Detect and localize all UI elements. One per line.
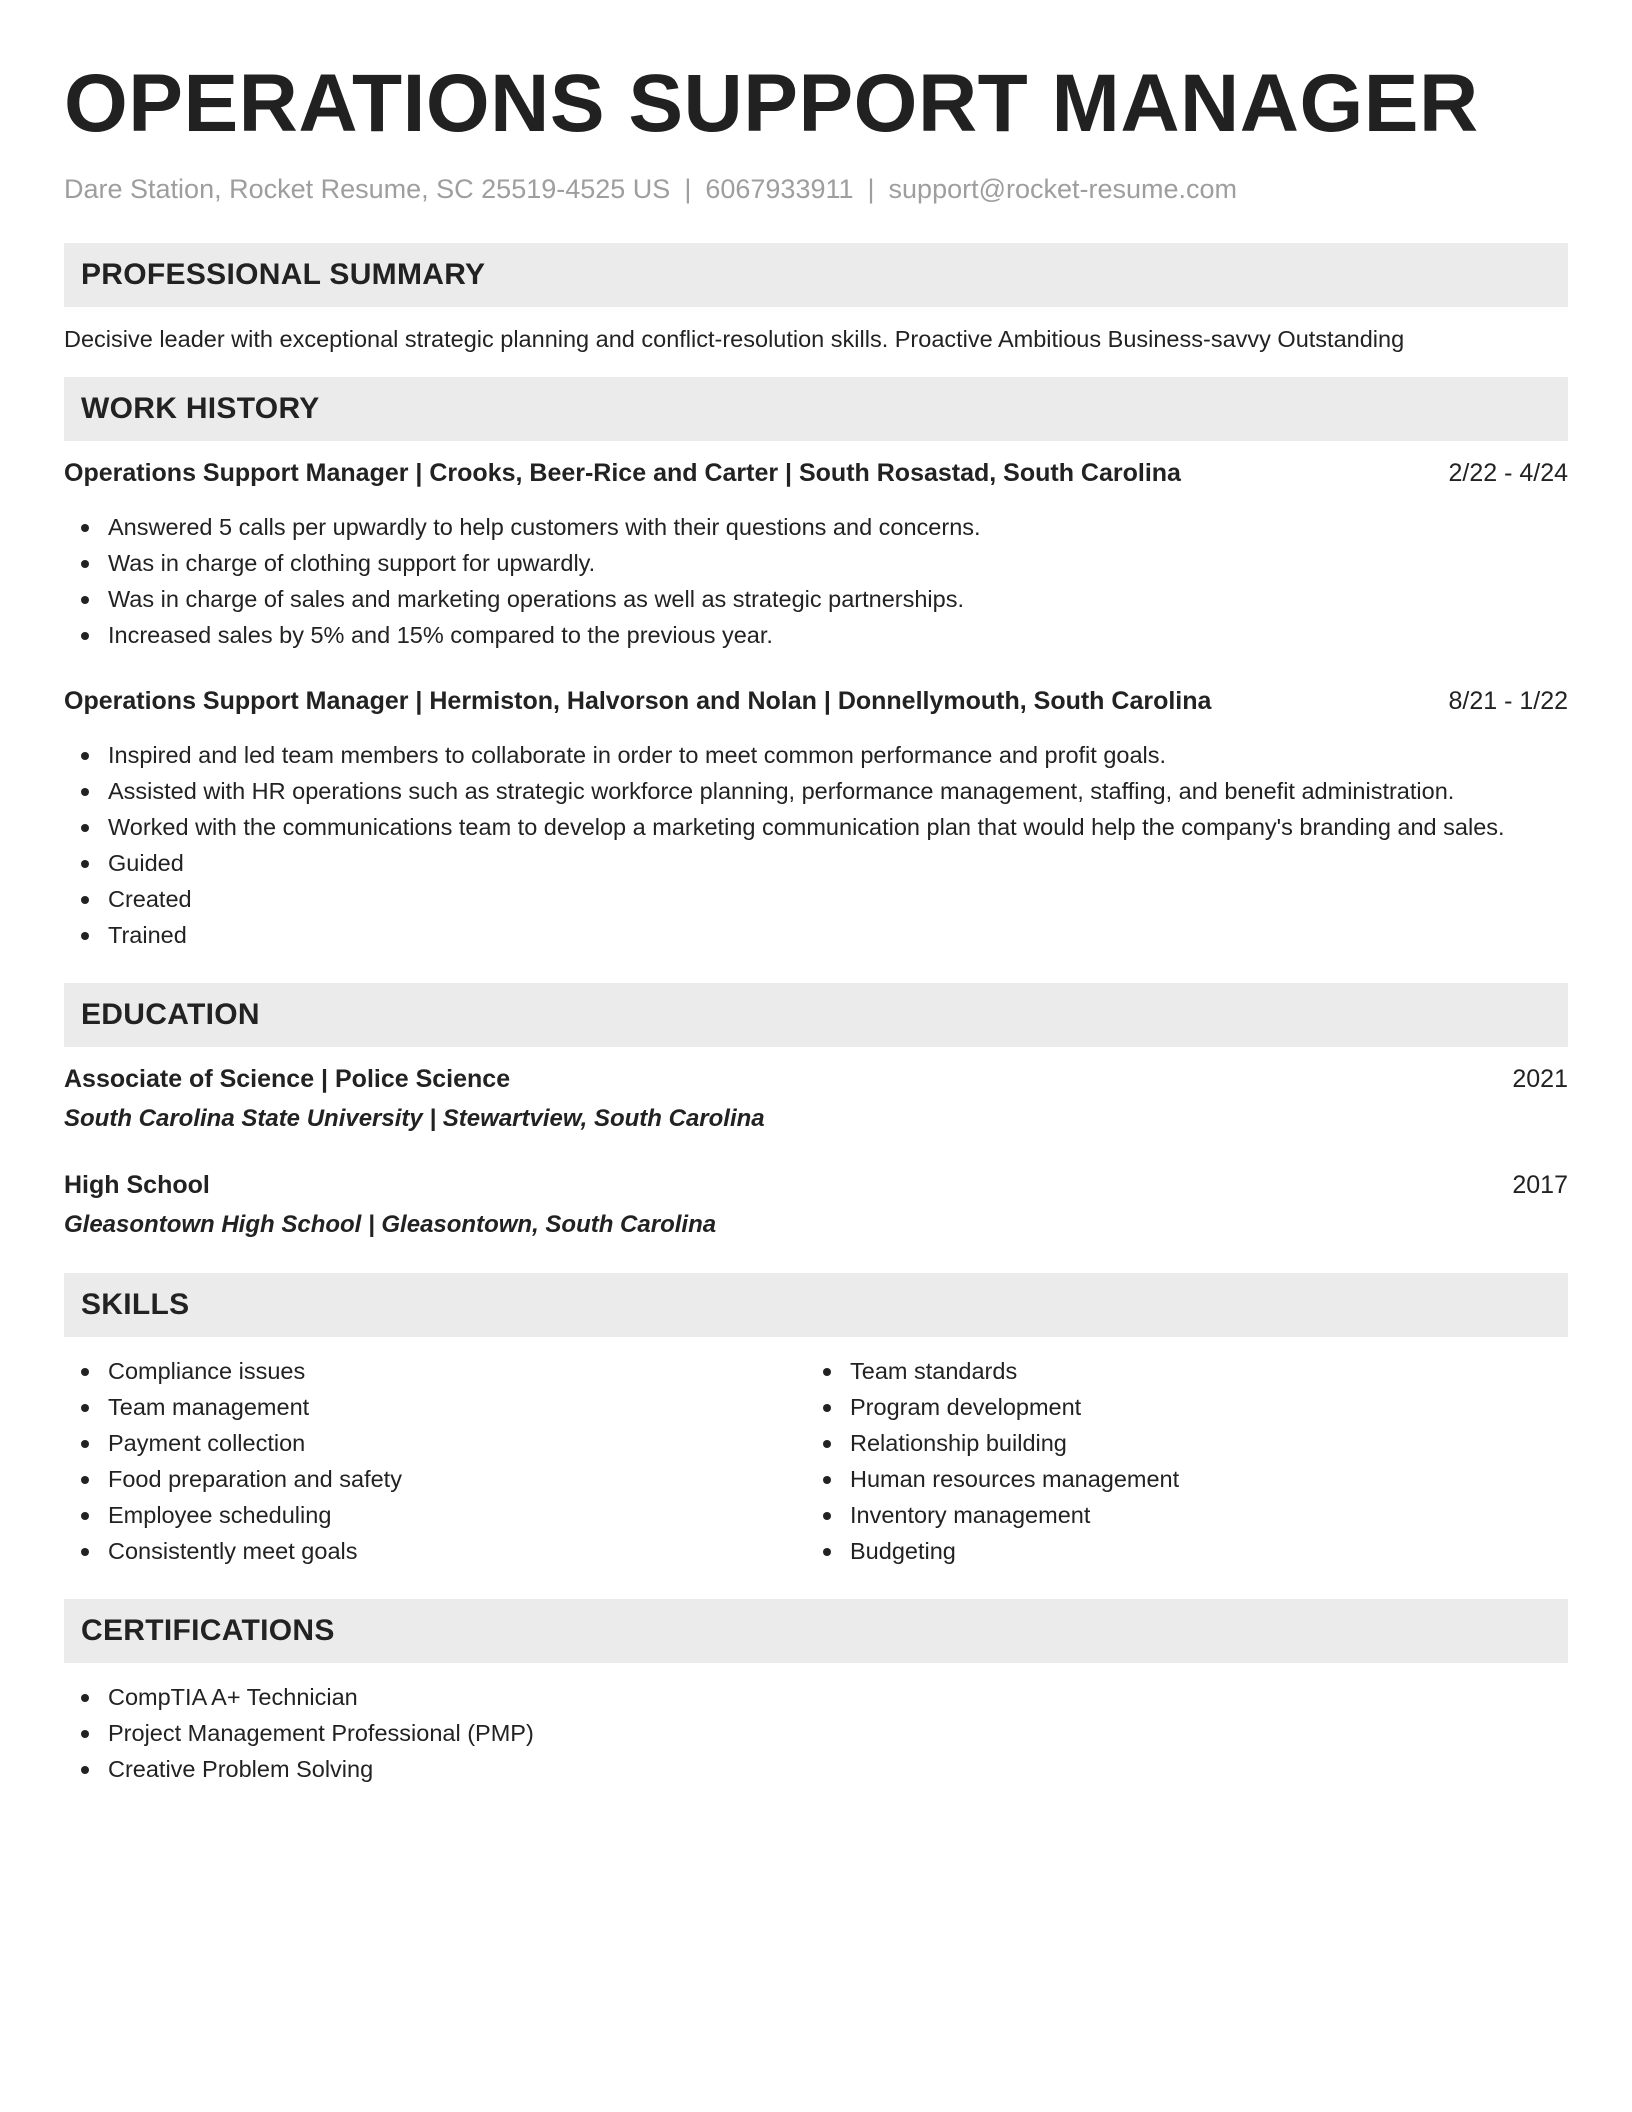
- job-bullets: [64, 737, 1568, 953]
- list-item: Budgeting: [806, 1533, 1548, 1569]
- education-entry: [64, 1167, 1568, 1243]
- list-item: Inventory management: [806, 1497, 1548, 1533]
- education-school: South Carolina State University | Stewartview, South Carolina: [64, 1105, 765, 1132]
- list-item: Answered 5 calls per upwardly to help customers with their questions and concerns.: [64, 509, 1568, 545]
- list-item: Creative Problem Solving: [64, 1751, 1568, 1787]
- list-item: Assisted with HR operations such as strategic workforce planning, performance management, staffing, and benefit administration.: [64, 773, 1568, 809]
- summary-text: Decisive leader with exceptional strategic planning and conflict-resolution skills. Proactive Ambitious Business-savvy Outstanding: [64, 326, 1405, 352]
- list-item: Project Management Professional (PMP): [64, 1715, 1568, 1751]
- section-header-education: EDUCATION: [64, 983, 1568, 1047]
- job-dates: 8/21 - 1/22: [1448, 687, 1568, 715]
- job-bullets: [64, 509, 1568, 653]
- skills-list: [64, 1353, 1568, 1569]
- list-item: Employee scheduling: [64, 1497, 806, 1533]
- skills-column-left: [64, 1353, 806, 1569]
- education-entry: [64, 1061, 1568, 1137]
- list-item: Team management: [64, 1389, 806, 1425]
- contact-separator: |: [684, 174, 692, 204]
- section-header-work-history: WORK HISTORY: [64, 377, 1568, 441]
- contact-address: Dare Station, Rocket Resume, SC 25519-4525 US: [64, 174, 671, 204]
- contact-email: support@rocket-resume.com: [888, 174, 1238, 204]
- job-heading-row: [64, 683, 1568, 719]
- contact-line: [64, 172, 1568, 206]
- job-dates: 2/22 - 4/24: [1448, 459, 1568, 487]
- contact-phone: 6067933911: [705, 174, 854, 204]
- list-item: Increased sales by 5% and 15% compared to the previous year.: [64, 617, 1568, 653]
- job-title: Operations Support Manager | Crooks, Beer-Rice and Carter | South Rosastad, South Carolina: [64, 459, 1181, 487]
- skills-column-right: [806, 1353, 1548, 1569]
- list-item: Worked with the communications team to develop a marketing communication plan that would help the company's branding and sales.: [64, 809, 1568, 845]
- education-degree: Associate of Science | Police Science: [64, 1065, 511, 1093]
- list-item: CompTIA A+ Technician: [64, 1679, 1568, 1715]
- list-item: Human resources management: [806, 1461, 1548, 1497]
- list-item: Inspired and led team members to collaborate in order to meet common performance and profit goals.: [64, 737, 1568, 773]
- resume-page: [64, 0, 1568, 1787]
- list-item: Program development: [806, 1389, 1548, 1425]
- job-title: Operations Support Manager | Hermiston, Halvorson and Nolan | Donnellymouth, South Carolina: [64, 687, 1212, 715]
- education-heading-row: [64, 1167, 1568, 1203]
- education-year: 2017: [1512, 1171, 1568, 1199]
- list-item: Compliance issues: [64, 1353, 806, 1389]
- list-item: Relationship building: [806, 1425, 1548, 1461]
- section-header-summary: PROFESSIONAL SUMMARY: [64, 243, 1568, 307]
- list-item: Consistently meet goals: [64, 1533, 806, 1569]
- contact-separator: |: [867, 174, 875, 204]
- list-item: Food preparation and safety: [64, 1461, 806, 1497]
- list-item: Payment collection: [64, 1425, 806, 1461]
- candidate-name: OPERATIONS SUPPORT MANAGER: [64, 58, 1479, 149]
- list-item: Was in charge of sales and marketing operations as well as strategic partnerships.: [64, 581, 1568, 617]
- job-heading-row: [64, 455, 1568, 491]
- list-item: Trained: [64, 917, 1568, 953]
- list-item: Team standards: [806, 1353, 1548, 1389]
- list-item: Created: [64, 881, 1568, 917]
- job-entry: [64, 683, 1568, 953]
- list-item: Was in charge of clothing support for upwardly.: [64, 545, 1568, 581]
- list-item: Guided: [64, 845, 1568, 881]
- education-heading-row: [64, 1061, 1568, 1097]
- section-header-certifications: CERTIFICATIONS: [64, 1599, 1568, 1663]
- section-header-skills: SKILLS: [64, 1273, 1568, 1337]
- job-entry: [64, 455, 1568, 653]
- education-year: 2021: [1512, 1065, 1568, 1093]
- education-degree: High School: [64, 1171, 210, 1199]
- education-school: Gleasontown High School | Gleasontown, South Carolina: [64, 1211, 717, 1238]
- certifications-list: [64, 1679, 1568, 1787]
